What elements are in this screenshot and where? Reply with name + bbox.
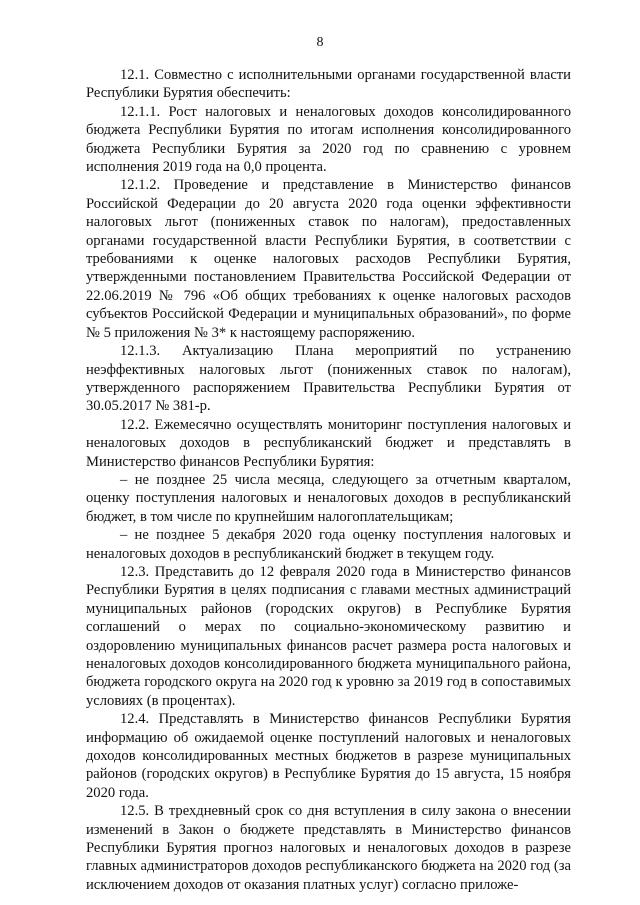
paragraph-12-1-3: 12.1.3. Актуализацию Плана мероприятий по устранению неэффективных налоговых льгот (пониженных ставок по налогам), утвержденного распоряжением Правительства Республики Бурятия от 30.05.2017 № 381-р.: [86, 343, 571, 415]
page-number: 8: [316, 35, 324, 50]
paragraph-12-2: 12.2. Ежемесячно осуществлять мониторинг поступления налоговых и неналоговых доходов в республиканский бюджет и представлять в Министерство финансов Республики Бурятия:: [86, 416, 571, 470]
paragraph-12-4: 12.4. Представлять в Министерство финансов Республики Бурятия информацию об ожидаемой оценке поступлений налоговых и неналоговых доходов консолидированных местных бюджетов в разрезе муниципальных районов (городских округов) в Республике Бурятия до 15 августа, 15 ноября 2020 года.: [86, 711, 571, 801]
paragraph-12-1-2: 12.1.2. Проведение и представление в Министерство финансов Российской Федерации до 20 августа 2020 года оценки эффективности налоговых льгот (пониженных ставок по налогам), предоставленных органами государственной власти Республики Бурятия, в соответствии с требованиями к оценке налоговых расходов Республики Бурятия, утвержденными постановлением Правительства Российской Федерации от 22.06.2019 № 796 «Об общих требованиях к оценке налоговых расходов субъектов Российской Федерации и муниципальных образований», по форме № 5 приложения № 3* к настоящему распоряжению.: [86, 177, 571, 341]
paragraph-12-1: 12.1. Совместно с исполнительными органами государственной власти Республики Бурятия обеспечить:: [86, 67, 571, 102]
list-item-december-estimate: – не позднее 5 декабря 2020 года оценку поступления налоговых и неналоговых доходов в республиканский бюджет в текущем году.: [86, 527, 571, 562]
paragraph-12-3: 12.3. Представить до 12 февраля 2020 года в Министерство финансов Республики Бурятия в целях подписания с главами местных администраций муниципальных районов (городских округов) в Республике Бурятия соглашений о мерах по социально-экономическому развитию и оздоровлению муниципальных финансов расчет размера роста налоговых и неналоговых доходов консолидированного бюджета муниципального района, бюджета городского округа на 2020 год к уровню за 2019 год в сопоставимых условиях (в процентах).: [86, 563, 571, 709]
paragraph-12-5: 12.5. В трехдневный срок со дня вступления в силу закона о внесении изменений в Закон о бюджете представлять в Министерство финансов Республики Бурятия прогноз налоговых и неналоговых доходов в разрезе главных администраторов доходов республиканского бюджета на 2020 год (за исключением доходов от оказания платных услуг) согласно приложе-: [86, 803, 571, 893]
list-item-quarterly-estimate: – не позднее 25 числа месяца, следующего за отчетным кварталом, оценку поступления налоговых и неналоговых доходов в республиканский бюджет, в том числе по крупнейшим налогоплательщикам;: [86, 471, 571, 525]
paragraph-12-1-1: 12.1.1. Рост налоговых и неналоговых доходов консолидированного бюджета Республики Бурятия по итогам исполнения консолидированного бюджета Республики Бурятия за 2020 год по сравнению с уровнем исполнения 2019 года на 0,0 процента.: [86, 103, 571, 176]
body-text: [86, 66, 571, 894]
